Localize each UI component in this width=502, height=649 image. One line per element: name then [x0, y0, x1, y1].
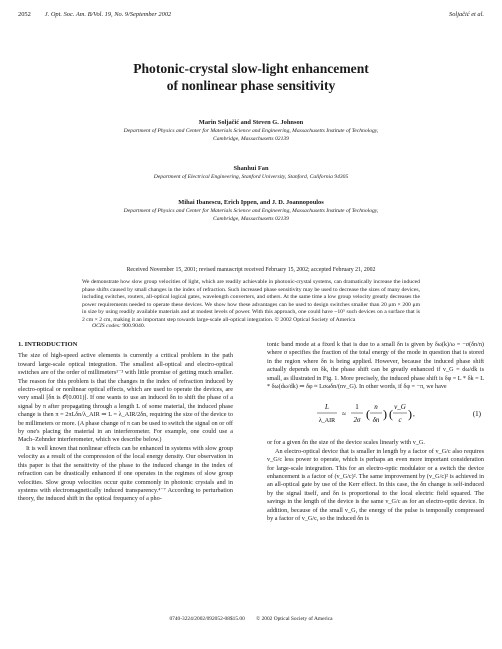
eq-approx: ≈	[342, 410, 346, 419]
eq-frac2-den: c	[398, 416, 402, 425]
paragraph: It is well known that nonlinear effects can be enhanced in systems with slow group velocity as a result of the compression of the local energy density. Our observation in this paper is that the sensitivity of the phase to the induced change in the index of refraction can be drastically enhanced if one operates in the regimes of slow group velocities. Slow group velocities occur quite commonly in photonic crystals and in systems with electromagnetically induced transparency.⁴⁻⁷ According to perturbation theory, the induced shift in the optical frequency of a pho-	[18, 444, 233, 503]
author-group-1	[30, 118, 472, 143]
affiliation: Department of Physics and Center for Materials Science and Engineering, Massachusetts Institute of Technology,	[123, 208, 379, 214]
equation-svg	[267, 395, 484, 435]
right-column	[267, 341, 484, 524]
paragraph: The size of high-speed active elements is currently a critical problem in the path toward large-scale optical integration. The smallest all-optical and electro-optical switches are of the order of millimeters¹⁻³ with little promise of getting much smaller. The reason for this problem is that the changes in the index of refraction induced by electro-optical or nonlinear optical effects, which are used to operate the devices, are very small [δn is 𝒪(0.001)]. If one wants to use an induced δn to shift the phase of a signal by π after propagating through a length L of some material, the induced phase change is then π = 2πLδn/λ_AIR ⇒ L = λ_AIR/2δn, requiring the size of the device to be millimeters or more. (A phase change of π can be used to switch the signal on or off by one's placing the material in an interferometer. For example, one could use a Mach–Zehnder interferometer, which we describe below.)	[18, 352, 233, 444]
eq-lhs-den: λ_AIR	[318, 418, 336, 425]
eq-number: (1)	[472, 410, 481, 419]
svg-text:): )	[383, 407, 387, 422]
affiliation: Cambridge, Massachusetts 02139	[213, 136, 289, 142]
eq-frac2-num: v_G	[394, 403, 406, 412]
author-names: Marin Soljačić and Steven G. Johnson	[198, 119, 304, 126]
equation-1	[267, 395, 484, 435]
running-head-authors: Soljačić et al.	[449, 11, 484, 18]
eq-frac1-num: n	[374, 403, 378, 412]
title-line-1: Photonic-crystal slow-light enhancement	[133, 61, 369, 76]
paper-title	[40, 60, 462, 94]
running-head	[18, 11, 484, 21]
eq-coef-num: 1	[355, 403, 359, 412]
copyright: © 2002 Optical Society of America	[256, 616, 333, 622]
paragraph: An electro-optical device that is smaller in length by a factor of v_G/c also requires v_G/c less power to operate, which is perhaps an even more important consideration for large-scale integration. This for an electro-optic modulator or a switch the device enhancement is a factor of (v_G/c)². The same improvement by (v_G/c)² is achieved in an all-optical gate by use of the Kerr effect. In this case, the δn change is self-induced by the signal itself, and δn is proportional to the local electric field squared. The savings in the length of the device is the same v_G/c as for an electro-optic device. In addition, because of the small v_G, the energy of the pulse is temporally compressed by a factor of v_G/c, so the induced δn is	[267, 447, 484, 523]
eq-frac1-den: δn	[372, 416, 380, 425]
page-footer	[0, 616, 502, 622]
title-line-2: of nonlinear phase sensitivity	[166, 78, 336, 93]
left-column	[18, 341, 233, 504]
affiliation: Department of Physics and Center for Materials Science and Engineering, Massachusetts Institute of Technology,	[123, 128, 379, 134]
ocis-value: 900.9040.	[122, 323, 146, 329]
svg-text:): )	[408, 407, 412, 422]
paragraph: tonic band mode at a fixed k that is due to a small δn is given by δω(k)/ω = −σ(δn/n) where σ specifies the fraction of the total energy of the mode in question that is stored in the region where δn is being applied. However, because the induced phase shift actually depends on δk, the phase shift can be greatly enhanced if v_G = dω/dk is small, as illustrated in Fig. 1. More precisely, the induced phase shift is δφ = L * δk = L * δω(dω/dk) ⇒ δφ ≈ Lσωδn/(nv_G). In other words, if δφ = −π, we have	[267, 341, 484, 391]
affiliation: Department of Electrical Engineering, Stanford University, Stanford, California 94305	[153, 174, 349, 180]
author-names: Mihai Ibanescu, Erich Ippen, and J. D. Joannopoulos	[178, 199, 324, 206]
eq-coef-den: 2σ	[353, 416, 361, 425]
ocis-codes	[92, 323, 145, 331]
received-dates: Received November 15, 2001; revised manuscript received February 15, 2002; accepted February 21, 2002	[126, 267, 376, 273]
svg-text:(: (	[366, 407, 370, 422]
journal-citation: J. Opt. Soc. Am. B/Vol. 19, No. 9/September 2002	[44, 11, 172, 18]
svg-text:,: ,	[413, 410, 415, 419]
article-code: 0740-3224/2002/092052-08$15.00	[169, 616, 245, 622]
affiliation: Cambridge, Massachusetts 02139	[213, 216, 289, 222]
paragraph: or for a given δn the size of the device scales linearly with v_G.	[267, 439, 425, 447]
abstract: We demonstrate how slow group velocities of light, which are readily achievable in photonic-crystal systems, can dramatically increase the induced phase shifts caused by small changes in the index of refraction. Such increased phase sensitivity may be used to decrease the sizes of many devices, including switches, routers, all-optical logical gates, wavelength converters, and others. At the same time a low group velocity greatly decreases the power requirements needed to operate these devices. We show how these advantages can be used to design switches smaller than 20 μm × 200 μm in size by using readily available materials and at modest levels of power. With this approach, one could have ~10⁵ such devices on a surface that is 2 cm × 2 cm, making it an important step towards large-scale all-optical integration. © 2002 Optical Society of America	[82, 279, 420, 323]
ocis-label: OCIS codes:	[92, 323, 121, 329]
svg-text:(: (	[389, 407, 393, 422]
author-names: Shanhui Fan	[233, 165, 269, 172]
eq-lhs-num: L	[325, 403, 329, 412]
page-number: 2052	[18, 11, 31, 18]
section-heading: 1. INTRODUCTION	[18, 341, 78, 348]
author-group-3	[30, 198, 472, 223]
author-group-2	[30, 164, 472, 181]
